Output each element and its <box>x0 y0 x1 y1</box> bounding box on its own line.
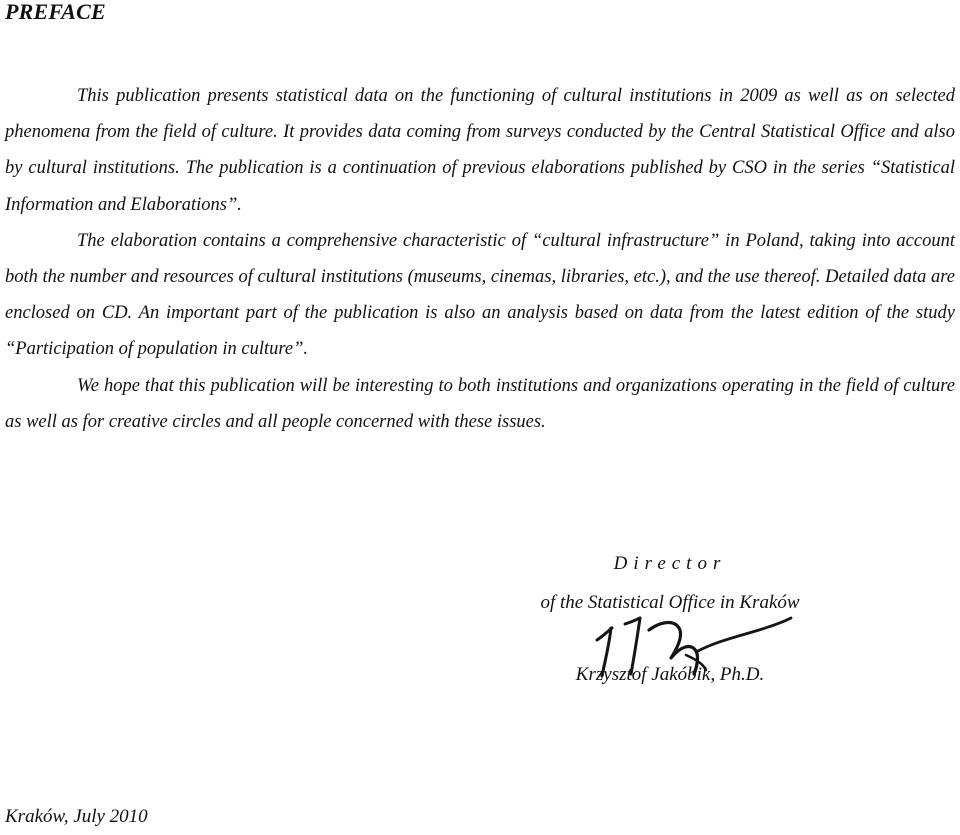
signatory-office: of the Statistical Office in Kraków <box>540 592 800 613</box>
signatory-name: Krzysztof Jakóbik, Ph.D. <box>575 664 765 685</box>
preface-paragraph-1: This publication presents statistical data on the functioning of cultural institutions in 2009 as well as on selected phenomena from the field of culture. It provides data coming from surveys conducted by the Central Statistical Office and also by cultural institutions. The publication is a continuation of previous elaborations published by CSO in the series “Statistical Information and Elaborations”. <box>5 86 955 215</box>
preface-body <box>5 78 955 440</box>
page-title: PREFACE <box>5 0 106 24</box>
signatory-title: Director <box>613 553 727 574</box>
preface-paragraph-3: We hope that this publication will be interesting to both institutions and organizations operating in the field of culture as well as for creative circles and all people concerned with these issues. <box>5 375 955 432</box>
place-and-date: Kraków, July 2010 <box>5 806 148 827</box>
preface-paragraph-2: The elaboration contains a comprehensive characteristic of “cultural infrastructure” in Poland, taking into account both the number and resources of cultural institutions (museums, cinemas, libraries, etc.), and the use thereof. Detailed data are enclosed on CD. An important part of the publication is also an analysis based on data from the latest edition of the study “Participation of population in culture”. <box>5 230 955 360</box>
